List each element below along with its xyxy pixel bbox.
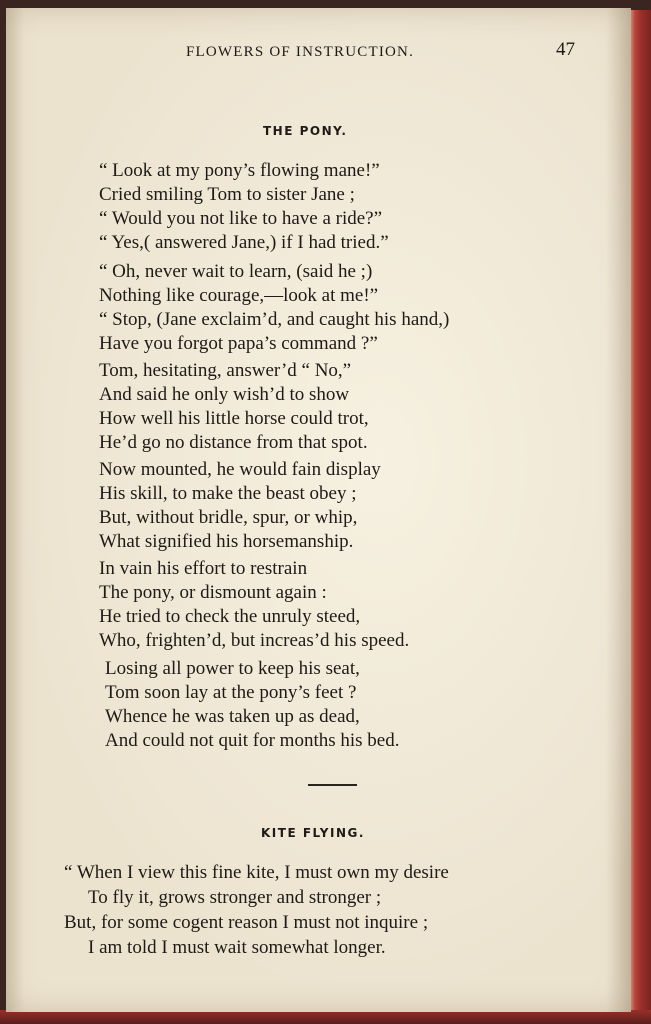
poem-title-pony: THE PONY. <box>263 124 348 138</box>
poem-line: What signified his horsemanship. <box>99 531 354 552</box>
poem-line: “ Stop, (Jane exclaim’d, and caught his hand,) <box>99 309 450 330</box>
poem-line: His skill, to make the beast obey ; <box>99 483 357 504</box>
poem-line: But, without bridle, spur, or whip, <box>99 507 358 528</box>
poem-line: Now mounted, he would fain display <box>99 459 381 480</box>
section-divider <box>308 784 357 786</box>
poem-line: Tom soon lay at the pony’s feet ? <box>105 682 357 703</box>
running-head: FLOWERS OF INSTRUCTION. <box>186 44 415 60</box>
poem-line: In vain his effort to restrain <box>99 558 308 579</box>
poem-line: But, for some cogent reason I must not inquire ; <box>64 912 429 933</box>
poem-line: To fly it, grows stronger and stronger ; <box>88 887 382 908</box>
poem-line: “ Yes,( answered Jane,) if I had tried.” <box>99 232 389 253</box>
poem-line: And said he only wish’d to show <box>99 384 350 405</box>
poem-line: I am told I must wait somewhat longer. <box>88 937 386 958</box>
poem-line: The pony, or dismount again : <box>99 582 327 603</box>
poem-line: “ Look at my pony’s flowing mane!” <box>99 160 380 181</box>
book-cover-bottom <box>0 1010 651 1024</box>
poem-line: Tom, hesitating, answer’d “ No,” <box>99 360 352 381</box>
poem-line: “ Oh, never wait to learn, (said he ;) <box>99 261 373 282</box>
poem-line: He tried to check the unruly steed, <box>99 606 361 627</box>
poem-line: Nothing like courage,—look at me!” <box>99 285 379 306</box>
poem-line: “ When I view this fine kite, I must own my desire <box>64 862 449 883</box>
book-page <box>6 8 631 1012</box>
poem-line: He’d go no distance from that spot. <box>99 432 368 453</box>
poem-line: How well his little horse could trot, <box>99 408 369 429</box>
poem-line: And could not quit for months his bed. <box>105 730 400 751</box>
poem-line: Whence he was taken up as dead, <box>105 706 360 727</box>
poem-line: “ Would you not like to have a ride?” <box>99 208 383 229</box>
poem-line: Cried smiling Tom to sister Jane ; <box>99 184 355 205</box>
poem-line: Losing all power to keep his seat, <box>105 658 360 679</box>
poem-line: Who, frighten’d, but increas’d his speed. <box>99 630 410 651</box>
poem-line: Have you forgot papa’s command ?” <box>99 333 378 354</box>
book-cover-edge <box>629 10 651 1014</box>
poem-title-kite: KITE FLYING. <box>261 826 365 840</box>
page-number: 47 <box>556 39 575 60</box>
